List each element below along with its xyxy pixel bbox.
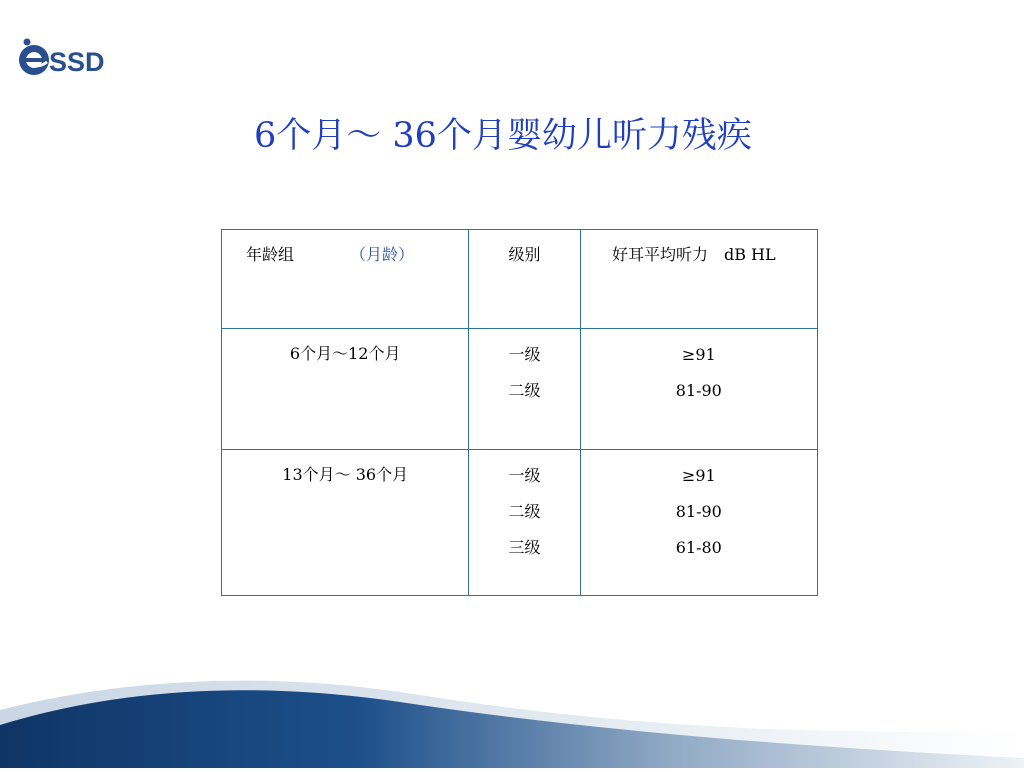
- hearing-threshold: 81-90: [675, 502, 722, 521]
- essd-logo: [16, 36, 126, 80]
- age-cell: [222, 329, 469, 450]
- hearing-threshold: ≥91: [681, 345, 716, 364]
- hearing-cell: [580, 329, 817, 450]
- hearing-cell: [580, 450, 817, 596]
- table-row: [222, 329, 818, 450]
- header-age-unit: （月龄）: [350, 245, 415, 264]
- header-age-group: 年龄组: [246, 245, 295, 264]
- age-range: 13个月～ 36个月: [282, 465, 409, 484]
- header-grade-cell: [469, 230, 580, 329]
- header-hearing-cell: [580, 230, 817, 329]
- hearing-threshold: ≥91: [681, 466, 716, 485]
- slide-title: 6个月～ 36个月婴幼儿听力残疾: [254, 116, 752, 156]
- grade-level: 一级: [508, 466, 541, 485]
- grade-cell: [469, 450, 580, 596]
- grade-level: 三级: [508, 538, 541, 557]
- table-row: [222, 450, 818, 596]
- header-hearing: 好耳平均听力 dB HL: [611, 245, 776, 264]
- logo-text: SSD: [49, 47, 105, 77]
- table-header-row: [222, 230, 818, 329]
- hearing-threshold: 81-90: [675, 381, 722, 400]
- grade-cell: [469, 329, 580, 450]
- decorative-wave: [0, 640, 1024, 768]
- hearing-threshold: 61-80: [675, 538, 722, 557]
- grade-level: 一级: [508, 345, 541, 364]
- hearing-grade-table: [221, 229, 818, 596]
- header-age-cell: [222, 230, 469, 329]
- age-range: 6个月～12个月: [289, 344, 401, 363]
- grade-level: 二级: [508, 381, 541, 400]
- grade-level: 二级: [508, 502, 541, 521]
- header-grade: 级别: [508, 245, 541, 264]
- age-cell: [222, 450, 469, 596]
